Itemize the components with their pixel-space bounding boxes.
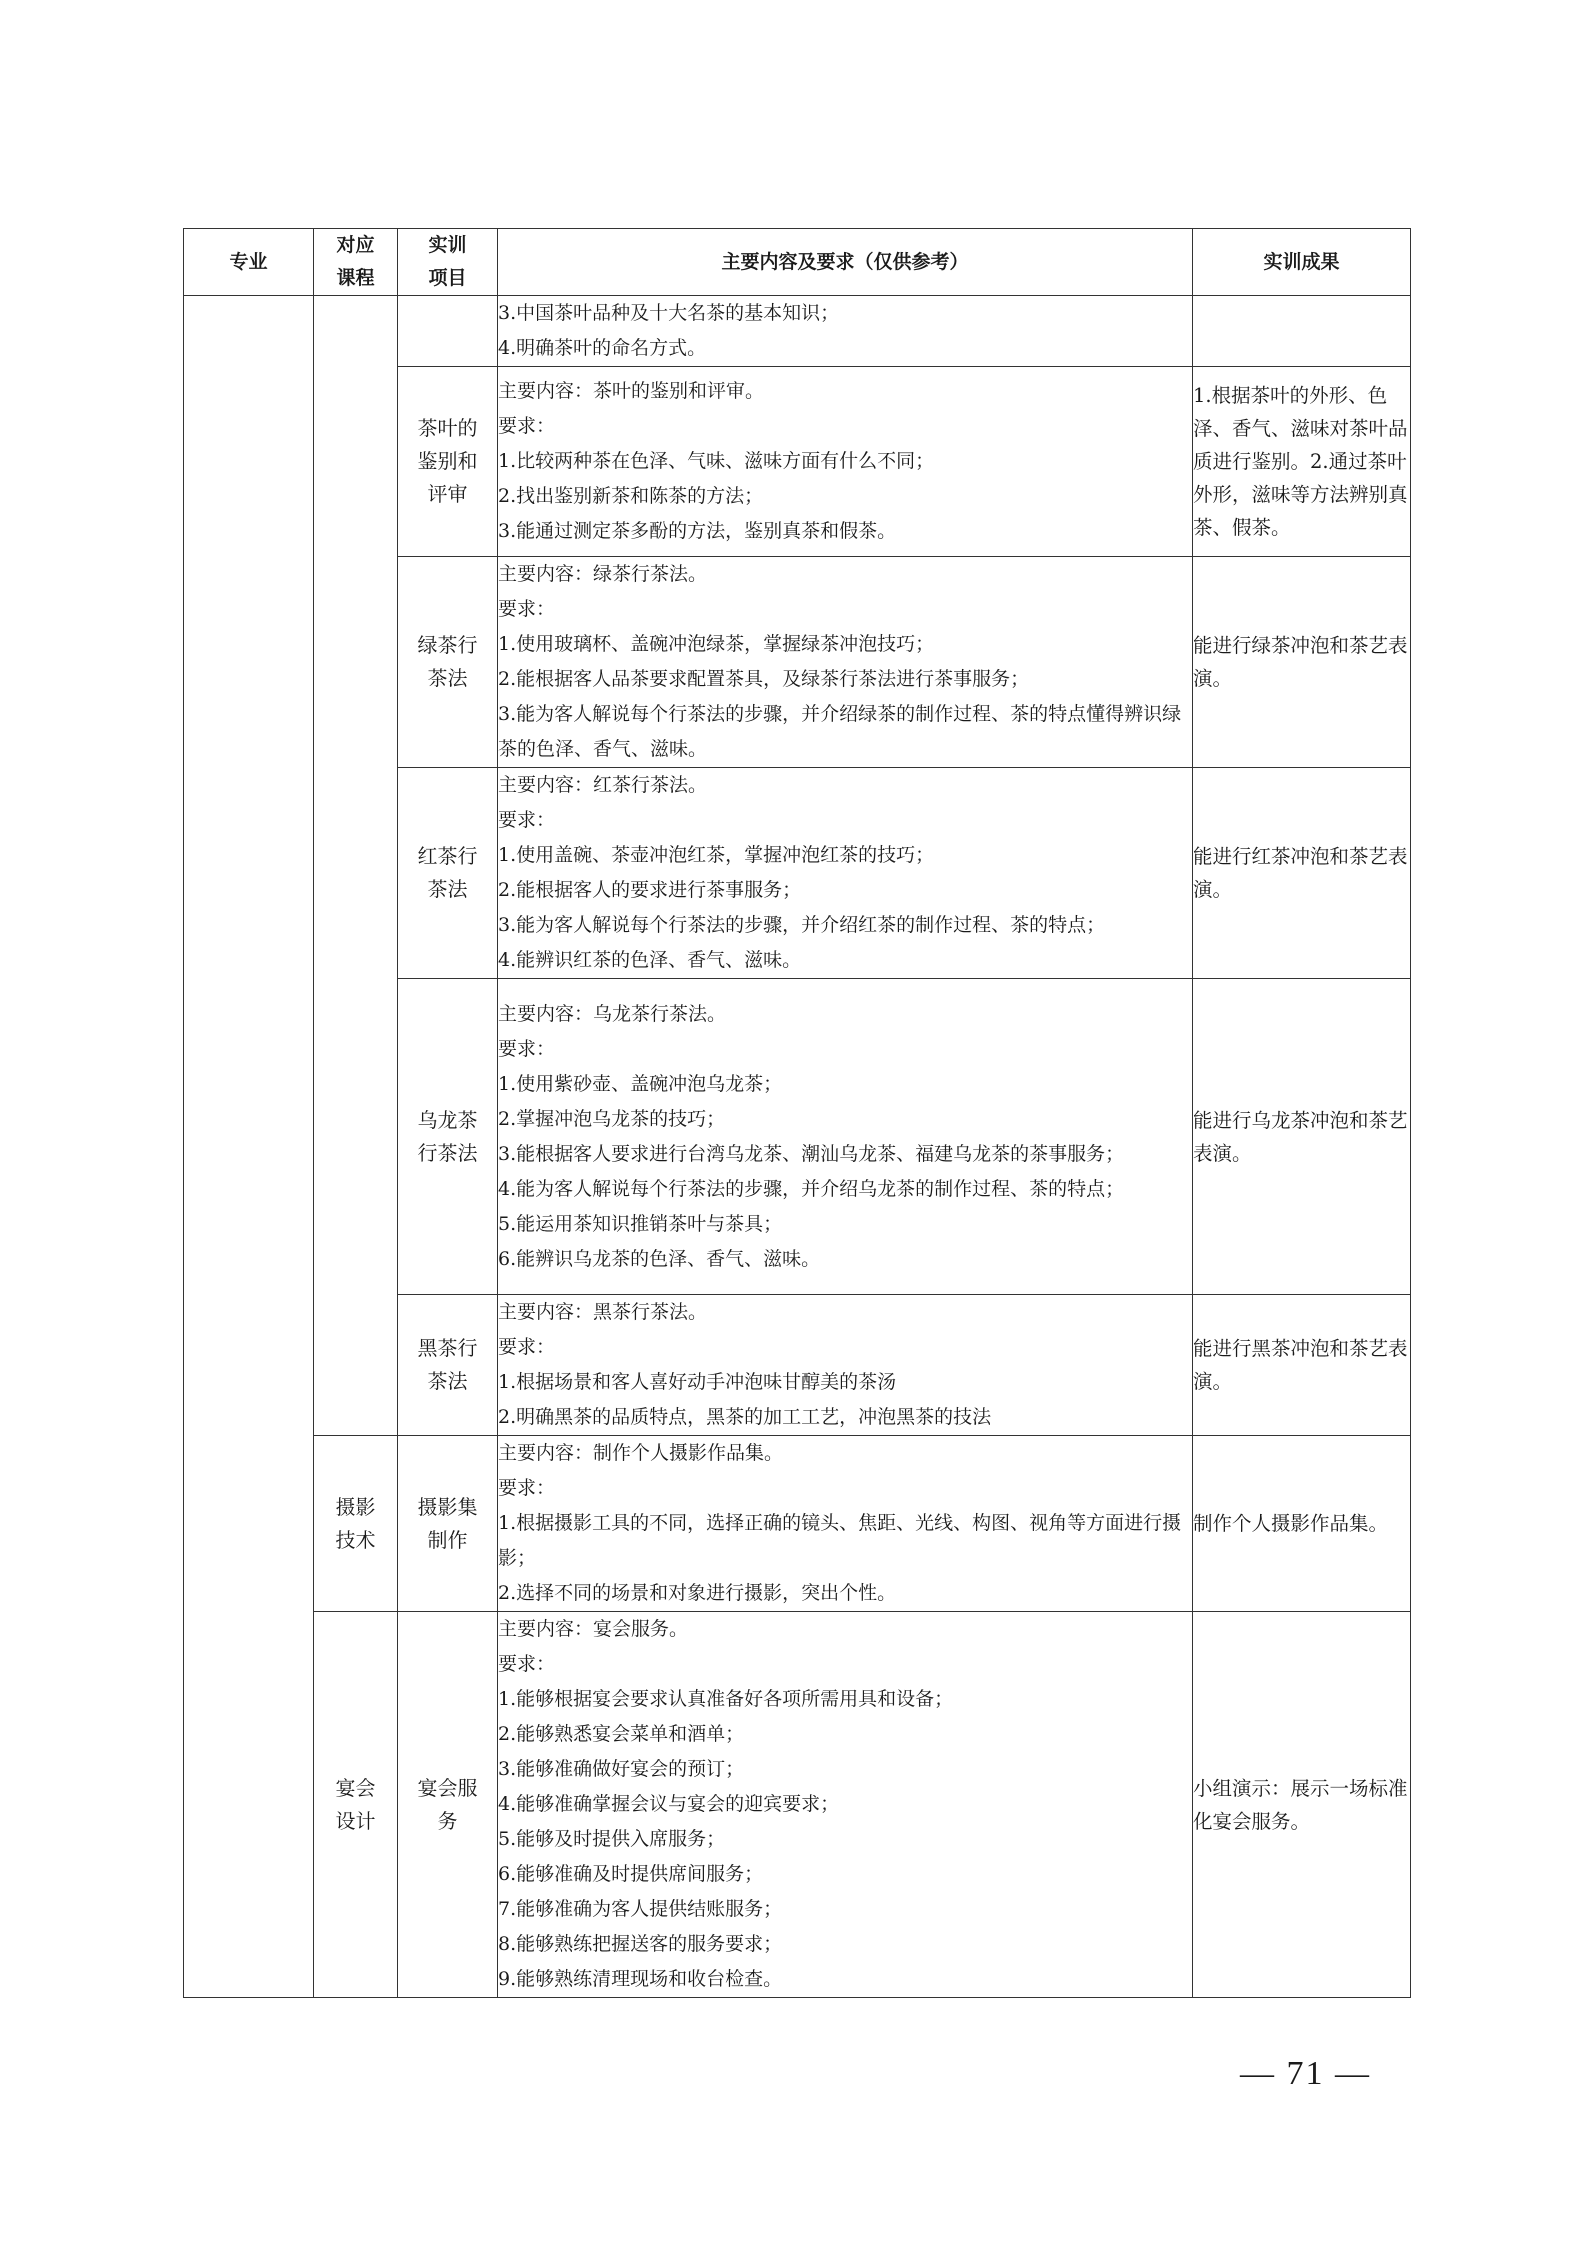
content-line: 4.明确茶叶的命名方式。 [498, 337, 707, 359]
project-cell: 黑茶行茶法 [398, 1295, 498, 1436]
content-cell [498, 367, 1193, 557]
content-line: 9.能够熟练清理现场和收台检查。 [498, 1968, 783, 1990]
content-line: 6.能辨识乌龙茶的色泽、香气、滋味。 [498, 1247, 821, 1270]
content-cell [498, 768, 1193, 979]
course-cell: 摄影技术 [314, 1436, 398, 1612]
result-cell: 能进行红茶冲泡和茶艺表演。 [1193, 768, 1411, 979]
project-cell: 摄影集制作 [398, 1436, 498, 1612]
content-cell [498, 979, 1193, 1295]
content-line: 主要内容：茶叶的鉴别和评审。 [498, 380, 765, 402]
result-cell: 能进行黑茶冲泡和茶艺表演。 [1193, 1295, 1411, 1436]
result-cell: 制作个人摄影作品集。 [1193, 1436, 1411, 1612]
content-line: 2.能根据客人的要求进行茶事服务； [498, 879, 802, 901]
content-cell [498, 296, 1193, 367]
training-table [183, 228, 1411, 1998]
content-line: 2.能根据客人品茶要求配置茶具，及绿茶行茶法进行茶事服务； [498, 668, 1030, 690]
content-line: 3.能为客人解说每个行茶法的步骤，并介绍绿茶的制作过程、茶的特点懂得辨识绿茶的色泽、香气、滋味。 [498, 703, 1182, 760]
table-row [184, 1612, 1411, 1998]
content-line: 1.使用盖碗、茶壶冲泡红茶，掌握冲泡红茶的技巧； [498, 844, 935, 866]
result-cell: 能进行乌龙茶冲泡和茶艺表演。 [1193, 979, 1411, 1295]
content-line: 主要内容：乌龙茶行茶法。 [498, 1002, 727, 1025]
content-line: 4.能为客人解说每个行茶法的步骤，并介绍乌龙茶的制作过程、茶的特点； [498, 1177, 1125, 1200]
content-line: 2.选择不同的场景和对象进行摄影，突出个性。 [498, 1582, 897, 1604]
content-line: 3.能根据客人要求进行台湾乌龙茶、潮汕乌龙茶、福建乌龙茶的茶事服务； [498, 1142, 1125, 1165]
content-line: 要求： [498, 1477, 556, 1499]
content-line: 8.能够熟练把握送客的服务要求； [498, 1933, 783, 1955]
page-number: — 71 — [1240, 2055, 1371, 2092]
content-line: 主要内容：红茶行茶法。 [498, 774, 708, 796]
content-line: 3.能为客人解说每个行茶法的步骤，并介绍红茶的制作过程、茶的特点； [498, 914, 1106, 936]
content-line: 3.能通过测定茶多酚的方法，鉴别真茶和假茶。 [498, 520, 897, 542]
result-cell: 能进行绿茶冲泡和茶艺表演。 [1193, 557, 1411, 768]
content-line: 主要内容：绿茶行茶法。 [498, 563, 708, 585]
table-row [184, 1436, 1411, 1612]
content-cell [498, 1295, 1193, 1436]
result-cell: 1.根据茶叶的外形、色泽、香气、滋味对茶叶品质进行鉴别。2.通过茶叶外形，滋味等方法辨别真茶、假茶。 [1193, 367, 1411, 557]
header-content: 主要内容及要求（仅供参考） [498, 229, 1193, 296]
content-line: 2.掌握冲泡乌龙茶的技巧； [498, 1107, 726, 1130]
course-cell: 宴会设计 [314, 1612, 398, 1998]
content-line: 1.根据场景和客人喜好动手冲泡味甘醇美的茶汤 [498, 1371, 897, 1393]
content-line: 要求： [498, 1037, 556, 1060]
project-cell [398, 296, 498, 367]
content-line: 2.明确黑茶的品质特点，黑茶的加工工艺，冲泡黑茶的技法 [498, 1406, 992, 1428]
project-cell: 红茶行茶法 [398, 768, 498, 979]
result-cell: 小组演示：展示一场标准化宴会服务。 [1193, 1612, 1411, 1998]
content-line: 4.能辨识红茶的色泽、香气、滋味。 [498, 949, 802, 971]
content-line: 2.找出鉴别新茶和陈茶的方法； [498, 485, 764, 507]
project-cell: 乌龙茶行茶法 [398, 979, 498, 1295]
table-row [184, 296, 1411, 367]
course-cell [314, 296, 398, 1436]
result-cell [1193, 296, 1411, 367]
content-line: 5.能运用茶知识推销茶叶与茶具； [498, 1212, 783, 1235]
content-line: 1.比较两种茶在色泽、气味、滋味方面有什么不同； [498, 450, 935, 472]
header-result: 实训成果 [1193, 229, 1411, 296]
content-line: 要求： [498, 415, 556, 437]
header-course: 对应课程 [314, 229, 398, 296]
major-cell [184, 296, 314, 1998]
content-line: 1.根据摄影工具的不同，选择正确的镜头、焦距、光线、构图、视角等方面进行摄影； [498, 1512, 1182, 1569]
content-line: 主要内容：宴会服务。 [498, 1618, 689, 1640]
content-line: 主要内容：制作个人摄影作品集。 [498, 1442, 784, 1464]
content-cell [498, 1612, 1193, 1998]
content-cell [498, 557, 1193, 768]
header-project: 实训项目 [398, 229, 498, 296]
content-line: 要求： [498, 598, 556, 620]
content-line: 要求： [498, 1336, 556, 1358]
content-line: 1.使用玻璃杯、盖碗冲泡绿茶，掌握绿茶冲泡技巧； [498, 633, 935, 655]
content-line: 1.能够根据宴会要求认真准备好各项所需用具和设备； [498, 1688, 954, 1710]
content-line: 要求： [498, 1653, 556, 1675]
content-line: 1.使用紫砂壶、盖碗冲泡乌龙茶； [498, 1072, 783, 1095]
content-line: 要求： [498, 809, 556, 831]
content-line: 7.能够准确为客人提供结账服务； [498, 1898, 783, 1920]
project-cell: 宴会服务 [398, 1612, 498, 1998]
project-cell: 茶叶的鉴别和评审 [398, 367, 498, 557]
content-line: 3.中国茶叶品种及十大名茶的基本知识； [498, 302, 840, 324]
project-cell: 绿茶行茶法 [398, 557, 498, 768]
content-line: 5.能够及时提供入席服务； [498, 1828, 726, 1850]
content-line: 4.能够准确掌握会议与宴会的迎宾要求； [498, 1793, 840, 1815]
content-line: 主要内容：黑茶行茶法。 [498, 1301, 708, 1323]
header-row [184, 229, 1411, 296]
content-cell [498, 1436, 1193, 1612]
content-line: 6.能够准确及时提供席间服务； [498, 1863, 764, 1885]
header-major: 专业 [184, 229, 314, 296]
content-line: 3.能够准确做好宴会的预订； [498, 1758, 745, 1780]
content-line: 2.能够熟悉宴会菜单和酒单； [498, 1723, 745, 1745]
